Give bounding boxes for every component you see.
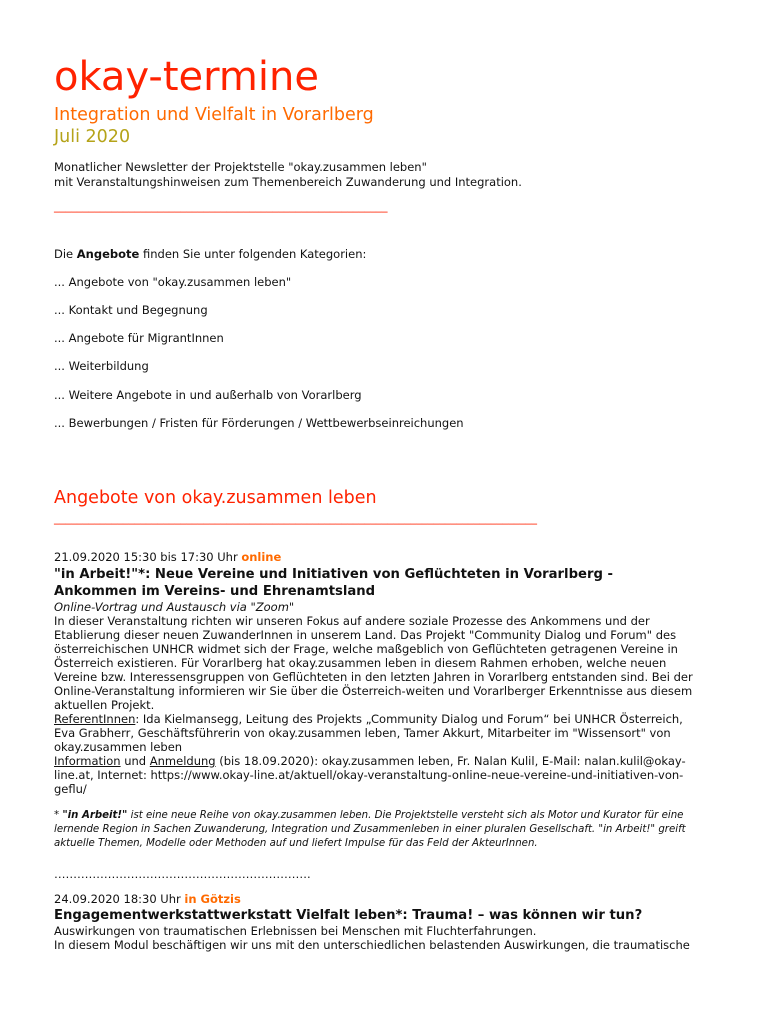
category-link-bewerbungen[interactable]: ... Bewerbungen / Fristen für Förderungen / Wettbewerbseinreichungen: [54, 416, 464, 430]
intro-text: [54, 160, 694, 190]
category-link-weiterbildung[interactable]: ... Weiterbildung: [54, 359, 149, 373]
event1-title-line-2: Ankommen im Vereins- und Ehrenamtsland: [54, 584, 376, 599]
note-line-1: [54, 809, 694, 823]
speakers-label: ReferentInnen: [54, 712, 136, 726]
note-line-3: aktuelle Themen, Modelle oder Methoden auf und liefert Impulse für das Feld der AkteurInnen.: [54, 838, 538, 849]
information-label: Information: [54, 754, 121, 768]
note-line-1-rest: ist eine neue Reihe von okay.zusammen leben. Die Projektstelle versteht sich als Motor und Kurator für eine: [127, 810, 684, 821]
event1-info: [54, 754, 702, 768]
event1-body-line: Etablierung dieser neuen ZuwanderInnen in unserem Land. Das Projekt "Community Dialog und Forum" des: [54, 628, 677, 642]
category-link-migrantinnen[interactable]: ... Angebote für MigrantInnen: [54, 331, 224, 345]
event1-title: [54, 566, 704, 600]
newsletter-date: Juli 2020: [54, 127, 131, 147]
speakers-line-3: okay.zusammen leben: [54, 740, 183, 754]
newsletter-title: okay-termine: [54, 54, 319, 100]
event1-body-line: Online-Veranstaltung informieren wir Sie über die Österreich-weiten und Vorarlberger Erkenntnisse aus diesem: [54, 684, 693, 698]
series-note: [54, 809, 694, 851]
event1-body-line: Vereine bzw. Interessensgruppen von Geflüchteten in den letzten Jahren in Vorarlberg entstanden sind. Bei der: [54, 670, 693, 684]
event2-title: Engagementwerkstattwerkstatt Vielfalt leben*: Trauma! – was können wir tun?: [54, 908, 643, 923]
event2-body: [54, 924, 702, 952]
categories-lead-before: Die: [54, 247, 77, 261]
categories-lead: [54, 247, 366, 262]
info-and: und: [120, 754, 150, 768]
event1-title-line-1: "in Arbeit!"*: Neue Vereine und Initiativen von Geflüchteten in Vorarlberg -: [54, 567, 613, 582]
event1-location: online: [241, 550, 282, 564]
event2-date-text: 24.09.2020 18:30 Uhr: [54, 892, 185, 906]
info-link-line-3[interactable]: geflu/: [54, 782, 87, 796]
event1-date: [54, 550, 281, 565]
category-link-weitere[interactable]: ... Weitere Angebote in und außerhalb von Vorarlberg: [54, 388, 362, 402]
event1-body-line: In dieser Veranstaltung richten wir unseren Fokus auf andere soziale Prozesse des Ankommens und der: [54, 614, 650, 628]
categories-lead-after: finden Sie unter folgenden Kategorien:: [139, 247, 367, 261]
note-line-2: lernende Region in Sachen Zuwanderung, Integration und Zusammenleben in einer pluralen Gesellschaft. "in Arbeit!" greift: [54, 824, 686, 835]
event1-body-line: aktuellen Projekt.: [54, 698, 155, 712]
event1-body-line: Österreich existieren. Für Vorarlberg hat okay.zusammen leben in diesem Rahmen erhoben, welche neuen: [54, 656, 667, 670]
event2-location: in Götzis: [184, 892, 241, 906]
event1-date-text: 21.09.2020 15:30 bis 17:30 Uhr: [54, 550, 242, 564]
event2-body-line: Auswirkungen von traumatischen Erlebnissen bei Menschen mit Fluchterfahrungen.: [54, 924, 537, 938]
event1-body-line: österreichischen UNHCR widmet sich der Frage, welche maßgeblich von Geflüchteten getragenen Vereine in: [54, 642, 678, 656]
note-bold: "in Arbeit!": [62, 810, 128, 821]
section-heading: Angebote von okay.zusammen leben: [54, 488, 377, 508]
info-line-1: (bis 18.09.2020): okay.zusammen leben, Fr. Nalan Kulil, E-Mail: nalan.kulil@okay-: [215, 754, 686, 768]
info-link-line-2[interactable]: line.at, Internet: https://www.okay-line.at/aktuell/okay-veranstaltung-online-neue-vereine-und-initiativen-von-: [54, 768, 684, 782]
speakers-line-1: : Ida Kielmansegg, Leitung des Projekts „Community Dialog und Forum“ bei UNHCR Österreich,: [135, 712, 683, 726]
divider-rule: __________________________________________________________: [54, 199, 388, 213]
intro-line-1: Monatlicher Newsletter der Projektstelle "okay.zusammen leben": [54, 160, 427, 174]
note-star: *: [54, 810, 63, 821]
dotted-divider: ………………………………………………………….: [54, 867, 311, 881]
registration-label: Anmeldung: [149, 754, 216, 768]
event2-date: [54, 892, 241, 907]
speakers-line-2: Eva Grabherr, Geschäftsführerin von okay.zusammen leben, Tamer Akkurt, Mitarbeiter im "Wissensort" von: [54, 726, 671, 740]
event2-body-line: In diesem Modul beschäftigen wir uns mit den unterschiedlichen belastenden Auswirkungen, die traumatische: [54, 938, 690, 952]
section-rule: ____________________________________________________________________________________: [54, 511, 537, 525]
category-link-kontakt[interactable]: ... Kontakt und Begegnung: [54, 303, 208, 317]
event1-body: [54, 614, 702, 796]
category-link-okay[interactable]: ... Angebote von "okay.zusammen leben": [54, 275, 292, 289]
event1-speakers: [54, 712, 702, 726]
intro-line-2: mit Veranstaltungshinweisen zum Themenbereich Zuwanderung und Integration.: [54, 175, 522, 189]
event1-subtitle: Online-Vortrag und Austausch via "Zoom": [54, 600, 295, 614]
newsletter-subtitle: Integration und Vielfalt in Vorarlberg: [54, 105, 374, 125]
categories-lead-bold: Angebote: [76, 247, 140, 261]
